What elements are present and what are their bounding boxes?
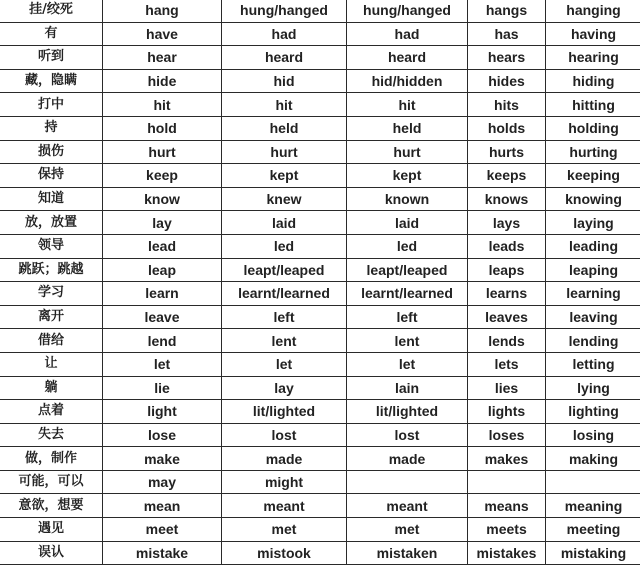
third-person-cell: hits xyxy=(468,93,546,117)
present-participle-cell: hitting xyxy=(546,93,640,117)
table-row xyxy=(0,187,640,211)
table-row xyxy=(0,211,640,235)
base-form-cell: hurt xyxy=(103,140,222,164)
table-row xyxy=(0,494,640,518)
table-row xyxy=(0,258,640,282)
past-tense-cell: hid xyxy=(222,69,347,93)
present-participle-cell: lying xyxy=(546,376,640,400)
table-row xyxy=(0,400,640,424)
third-person-cell: makes xyxy=(468,447,546,471)
base-form-cell: lend xyxy=(103,329,222,353)
past-participle-cell: hid/hidden xyxy=(347,69,468,93)
past-tense-cell: heard xyxy=(222,46,347,70)
past-tense-cell: lost xyxy=(222,423,347,447)
base-form-cell: meet xyxy=(103,518,222,542)
meaning-cell: 学习 xyxy=(0,282,103,306)
table-row xyxy=(0,69,640,93)
past-participle-cell: held xyxy=(347,116,468,140)
past-tense-cell: laid xyxy=(222,211,347,235)
past-participle-cell: made xyxy=(347,447,468,471)
present-participle-cell: making xyxy=(546,447,640,471)
past-tense-cell: leapt/leaped xyxy=(222,258,347,282)
past-participle-cell: hung/hanged xyxy=(347,0,468,22)
past-tense-cell: let xyxy=(222,352,347,376)
third-person-cell: hides xyxy=(468,69,546,93)
table-row xyxy=(0,447,640,471)
present-participle-cell: meeting xyxy=(546,518,640,542)
meaning-cell: 遇见 xyxy=(0,518,103,542)
past-participle-cell: lost xyxy=(347,423,468,447)
third-person-cell: lights xyxy=(468,400,546,424)
base-form-cell: light xyxy=(103,400,222,424)
third-person-cell: hears xyxy=(468,46,546,70)
third-person-cell: loses xyxy=(468,423,546,447)
base-form-cell: know xyxy=(103,187,222,211)
past-participle-cell: had xyxy=(347,22,468,46)
table-row xyxy=(0,234,640,258)
third-person-cell: lets xyxy=(468,352,546,376)
table-row xyxy=(0,423,640,447)
past-tense-cell: led xyxy=(222,234,347,258)
base-form-cell: hit xyxy=(103,93,222,117)
table-row xyxy=(0,305,640,329)
past-tense-cell: left xyxy=(222,305,347,329)
past-participle-cell: kept xyxy=(347,164,468,188)
meaning-cell: 让 xyxy=(0,352,103,376)
base-form-cell: may xyxy=(103,470,222,494)
past-participle-cell xyxy=(347,470,468,494)
table-row xyxy=(0,0,640,22)
present-participle-cell: leading xyxy=(546,234,640,258)
meaning-cell: 损伤 xyxy=(0,140,103,164)
past-participle-cell: meant xyxy=(347,494,468,518)
present-participle-cell: holding xyxy=(546,116,640,140)
table-row xyxy=(0,22,640,46)
present-participle-cell: losing xyxy=(546,423,640,447)
third-person-cell: lays xyxy=(468,211,546,235)
past-tense-cell: had xyxy=(222,22,347,46)
past-tense-cell: met xyxy=(222,518,347,542)
meaning-cell: 意欲，想要 xyxy=(0,494,103,518)
past-tense-cell: hit xyxy=(222,93,347,117)
third-person-cell: has xyxy=(468,22,546,46)
table-row xyxy=(0,140,640,164)
table-row xyxy=(0,541,640,565)
third-person-cell: leaps xyxy=(468,258,546,282)
meaning-cell: 打中 xyxy=(0,93,103,117)
base-form-cell: lead xyxy=(103,234,222,258)
base-form-cell: hold xyxy=(103,116,222,140)
past-tense-cell: held xyxy=(222,116,347,140)
base-form-cell: let xyxy=(103,352,222,376)
past-participle-cell: met xyxy=(347,518,468,542)
past-participle-cell: mistaken xyxy=(347,541,468,565)
table-row xyxy=(0,164,640,188)
base-form-cell: leap xyxy=(103,258,222,282)
base-form-cell: hang xyxy=(103,0,222,22)
past-participle-cell: lent xyxy=(347,329,468,353)
third-person-cell: lends xyxy=(468,329,546,353)
table-row xyxy=(0,46,640,70)
present-participle-cell xyxy=(546,470,640,494)
base-form-cell: mistake xyxy=(103,541,222,565)
base-form-cell: leave xyxy=(103,305,222,329)
past-tense-cell: meant xyxy=(222,494,347,518)
table-row xyxy=(0,376,640,400)
present-participle-cell: lending xyxy=(546,329,640,353)
table-row xyxy=(0,116,640,140)
table-row xyxy=(0,282,640,306)
present-participle-cell: letting xyxy=(546,352,640,376)
base-form-cell: lie xyxy=(103,376,222,400)
base-form-cell: hear xyxy=(103,46,222,70)
past-participle-cell: let xyxy=(347,352,468,376)
meaning-cell: 有 xyxy=(0,22,103,46)
present-participle-cell: leaving xyxy=(546,305,640,329)
past-tense-cell: mistook xyxy=(222,541,347,565)
present-participle-cell: knowing xyxy=(546,187,640,211)
present-participle-cell: leaping xyxy=(546,258,640,282)
third-person-cell: learns xyxy=(468,282,546,306)
base-form-cell: make xyxy=(103,447,222,471)
base-form-cell: lose xyxy=(103,423,222,447)
table-row xyxy=(0,518,640,542)
meaning-cell: 听到 xyxy=(0,46,103,70)
base-form-cell: have xyxy=(103,22,222,46)
third-person-cell: keeps xyxy=(468,164,546,188)
present-participle-cell: lighting xyxy=(546,400,640,424)
base-form-cell: lay xyxy=(103,211,222,235)
past-participle-cell: known xyxy=(347,187,468,211)
meaning-cell: 挂/绞死 xyxy=(0,0,103,22)
table-row xyxy=(0,470,640,494)
past-participle-cell: hurt xyxy=(347,140,468,164)
past-participle-cell: heard xyxy=(347,46,468,70)
meaning-cell: 借给 xyxy=(0,329,103,353)
past-participle-cell: leapt/leaped xyxy=(347,258,468,282)
past-tense-cell: made xyxy=(222,447,347,471)
meaning-cell: 藏，隐瞒 xyxy=(0,69,103,93)
table-row xyxy=(0,329,640,353)
past-tense-cell: knew xyxy=(222,187,347,211)
present-participle-cell: hanging xyxy=(546,0,640,22)
past-participle-cell: lit/lighted xyxy=(347,400,468,424)
meaning-cell: 知道 xyxy=(0,187,103,211)
past-participle-cell: lain xyxy=(347,376,468,400)
present-participle-cell: meaning xyxy=(546,494,640,518)
meaning-cell: 做，制作 xyxy=(0,447,103,471)
past-participle-cell: left xyxy=(347,305,468,329)
past-participle-cell: led xyxy=(347,234,468,258)
third-person-cell: leaves xyxy=(468,305,546,329)
past-tense-cell: lent xyxy=(222,329,347,353)
third-person-cell: means xyxy=(468,494,546,518)
present-participle-cell: mistaking xyxy=(546,541,640,565)
past-participle-cell: laid xyxy=(347,211,468,235)
third-person-cell: mistakes xyxy=(468,541,546,565)
present-participle-cell: hearing xyxy=(546,46,640,70)
past-tense-cell: hurt xyxy=(222,140,347,164)
meaning-cell: 误认 xyxy=(0,541,103,565)
meaning-cell: 可能，可以 xyxy=(0,470,103,494)
past-participle-cell: hit xyxy=(347,93,468,117)
present-participle-cell: having xyxy=(546,22,640,46)
meaning-cell: 保持 xyxy=(0,164,103,188)
third-person-cell: holds xyxy=(468,116,546,140)
meaning-cell: 领导 xyxy=(0,234,103,258)
past-tense-cell: hung/hanged xyxy=(222,0,347,22)
third-person-cell: meets xyxy=(468,518,546,542)
meaning-cell: 跳跃；跳越 xyxy=(0,258,103,282)
third-person-cell: hurts xyxy=(468,140,546,164)
present-participle-cell: keeping xyxy=(546,164,640,188)
meaning-cell: 放，放置 xyxy=(0,211,103,235)
present-participle-cell: hurting xyxy=(546,140,640,164)
present-participle-cell: laying xyxy=(546,211,640,235)
present-participle-cell: hiding xyxy=(546,69,640,93)
meaning-cell: 点着 xyxy=(0,400,103,424)
meaning-cell: 持 xyxy=(0,116,103,140)
past-tense-cell: lay xyxy=(222,376,347,400)
base-form-cell: learn xyxy=(103,282,222,306)
base-form-cell: mean xyxy=(103,494,222,518)
meaning-cell: 失去 xyxy=(0,423,103,447)
past-participle-cell: learnt/learned xyxy=(347,282,468,306)
past-tense-cell: might xyxy=(222,470,347,494)
meaning-cell: 躺 xyxy=(0,376,103,400)
meaning-cell: 离开 xyxy=(0,305,103,329)
present-participle-cell: learning xyxy=(546,282,640,306)
table-row xyxy=(0,352,640,376)
past-tense-cell: lit/lighted xyxy=(222,400,347,424)
third-person-cell: leads xyxy=(468,234,546,258)
third-person-cell: hangs xyxy=(468,0,546,22)
table-row xyxy=(0,93,640,117)
third-person-cell xyxy=(468,470,546,494)
third-person-cell: knows xyxy=(468,187,546,211)
past-tense-cell: learnt/learned xyxy=(222,282,347,306)
third-person-cell: lies xyxy=(468,376,546,400)
past-tense-cell: kept xyxy=(222,164,347,188)
base-form-cell: hide xyxy=(103,69,222,93)
base-form-cell: keep xyxy=(103,164,222,188)
